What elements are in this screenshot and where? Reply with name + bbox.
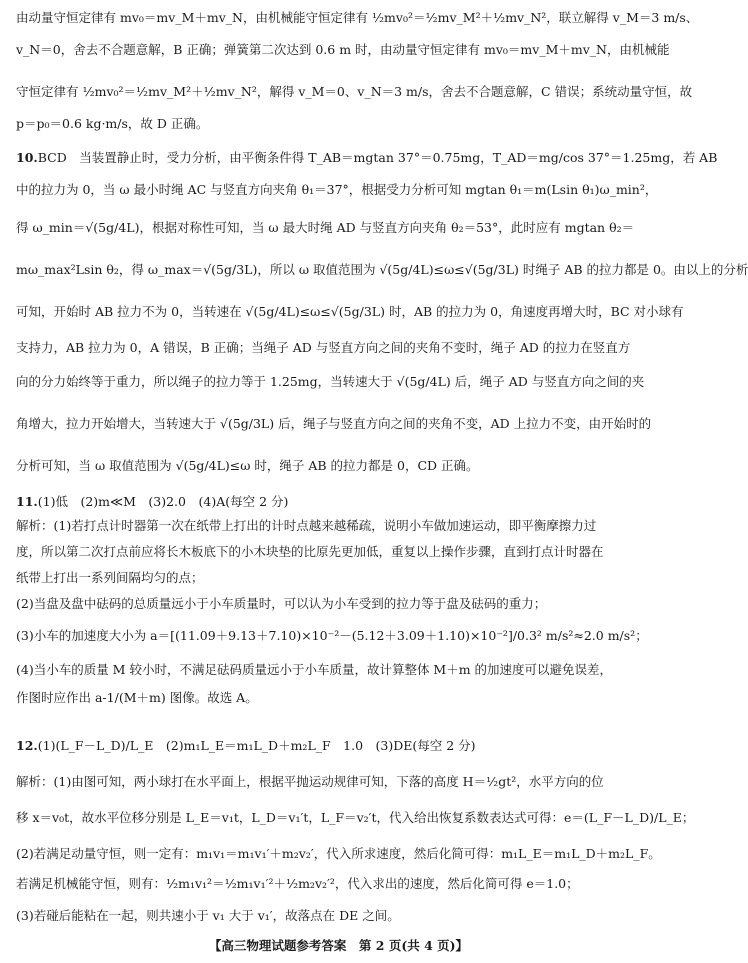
q12-number: 12. (16, 738, 38, 753)
q10-line-3: 得 ω_min＝√(5g/4L)，根据对称性可知，当 ω 最大时绳 AD 与竖直方向夹角 θ₂＝53°，此时应有 mgtan θ₂＝ (16, 220, 635, 235)
q10-line-6: 支持力，AB 拉力为 0，A 错误，B 正确；当绳子 AD 与竖直方向之间的夹角不变时，绳子 AD 的拉力在竖直方 (16, 340, 631, 355)
q12-line-2: 移 x＝v₀t，故水平位移分别是 L_E＝v₁t，L_D＝v₁′t，L_F＝v₂′t，代入给出恢复系数表达式可得：e＝(L_F－L_D)/L_E； (16, 810, 695, 825)
q11-line-3: 纸带上打出一系列间隔均匀的点； (16, 570, 204, 585)
q11-line-2: 度，所以第二次打点前应将长木板底下的小木块垫的比原先更加低，重复以上操作步骤，直到打点计时器在 (16, 544, 604, 559)
q10-line-7: 向的分力始终等于重力，所以绳子的拉力等于 1.25mg，当转速大于 √(5g/4L) 后，绳子 AD 与竖直方向之间的夹 (16, 374, 645, 389)
q12-line-3: (2)若满足动量守恒，则一定有：m₁v₁＝m₁v₁′＋m₂v₂′，代入所求速度，然后化简可得：m₁L_E＝m₁L_D＋m₂L_F。 (16, 846, 661, 861)
q10-line-8: 角增大，拉力开始增大，当转速大于 √(5g/3L) 后，绳子与竖直方向之间的夹角不变，AD 上拉力不变，由开始时的 (16, 416, 652, 431)
q10-line-5: 可知，开始时 AB 拉力不为 0，当转速在 √(5g/4L)≤ω≤√(5g/3L) 时，AB 的拉力为 0，角速度再增大时，BC 对小球有 (16, 304, 684, 319)
q11-header (16, 494, 664, 510)
q12-header (16, 738, 664, 754)
q9-line-1: 由动量守恒定律有 mv₀＝mv_M＋mv_N，由机械能守恒定律有 ½mv₀²＝½mv_M²＋½mv_N²，联立解得 v_M＝3 m/s、 (16, 10, 699, 25)
q10-header (16, 150, 718, 166)
q9-line-3: 守恒定律有 ½mv₀²＝½mv_M²＋½mv_N²，解得 v_M＝0、v_N＝3 m/s，舍去不合题意解，C 错误；系统动量守恒，故 (16, 84, 693, 99)
q12-line-4: 若满足机械能守恒，则有：½m₁v₁²＝½m₁v₁′²＋½m₂v₂′²，代入求出的速度，然后化简可得 e＝1.0； (16, 876, 579, 891)
page-footer: 【高三物理试题参考答案 第 2 页(共 4 页)】 (208, 938, 469, 953)
q10-answer: BCD (37, 150, 67, 165)
q9-line-4: p＝p₀＝0.6 kg·m/s，故 D 正确。 (16, 116, 209, 131)
q12-answer: (1)(L_F－L_D)/L_E (2)m₁L_E＝m₁L_D＋m₂L_F 1.0 (3)DE(每空 2 分) (37, 738, 476, 753)
q10-line-1: 当装置静止时，受力分析，由平衡条件得 T_AB＝mgtan 37°＝0.75mg，T_AD＝mg/cos 37°＝1.25mg，若 AB (79, 150, 718, 165)
q9-line-2: v_N＝0，舍去不合题意解，B 正确；弹簧第二次达到 0.6 m 时，由动量守恒定律有 mv₀＝mv_M＋mv_N，由机械能 (16, 42, 670, 57)
q10-line-9: 分析可知，当 ω 取值范围为 √(5g/4L)≤ω 时，绳子 AB 的拉力都是 0，CD 正确。 (16, 458, 479, 473)
q11-line-6: (4)当小车的质量 M 较小时，不满足砝码质量远小于小车质量，故计算整体 M＋m 的加速度可以避免误差， (16, 662, 613, 677)
q11-line-4: (2)当盘及盘中砝码的总质量远小于小车质量时，可以认为小车受到的拉力等于盘及砝码的重力； (16, 596, 547, 611)
q10-number: 10. (16, 150, 38, 165)
q11-line-5: (3)小车的加速度大小为 a＝[(11.09＋9.13＋7.10)×10⁻²－(5.12＋3.09＋1.10)×10⁻²]/0.3² m/s²≈2.0 m/s²； (16, 628, 648, 643)
q11-number: 11. (16, 494, 38, 509)
q11-line-1: 解析：(1)若打点计时器第一次在纸带上打出的计时点越来越稀疏，说明小车做加速运动，即平衡摩擦力过 (16, 518, 597, 533)
q11-line-7: 作图时应作出 a-1/(M＋m) 图像。故选 A。 (16, 690, 258, 705)
q12-line-1: 解析：(1)由图可知，两小球打在水平面上，根据平抛运动规律可知，下落的高度 H＝½gt²，水平方向的位 (16, 774, 604, 789)
q10-line-4: mω_max²Lsin θ₂，得 ω_max＝√(5g/3L)，所以 ω 取值范围为 √(5g/4L)≤ω≤√(5g/3L) 时绳子 AB 的拉力都是 0。由以上的分析 (16, 262, 748, 277)
q10-line-2: 中的拉力为 0，当 ω 最小时绳 AC 与竖直方向夹角 θ₁＝37°，根据受力分析可知 mgtan θ₁＝m(Lsin θ₁)ω_min²， (16, 182, 658, 197)
q12-line-5: (3)若碰后能粘在一起，则共速小于 v₁ 大于 v₁′，故落点在 DE 之间。 (16, 908, 400, 923)
q11-answer: (1)低 (2)m≪M (3)2.0 (4)A(每空 2 分) (37, 494, 289, 509)
